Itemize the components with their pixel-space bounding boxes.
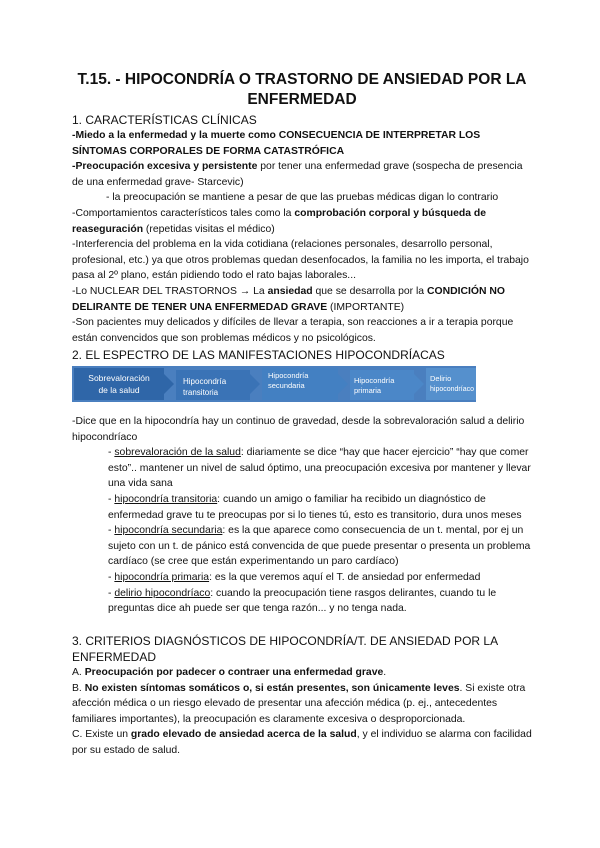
flow-step-5 xyxy=(426,368,476,400)
criterion-c: C. Existe un grado elevado de ansiedad acerca de la salud, y el individuo se alarma con facilidad por su estado de salud. xyxy=(72,729,532,756)
flow-step-4 xyxy=(350,370,414,400)
flow-step-2-line-1: Hipocondría xyxy=(183,377,227,386)
page-title: T.15. - HIPOCONDRÍA O TRASTORNO DE ANSIEDAD POR LA ENFERMEDAD xyxy=(77,71,527,108)
list-item: - delirio hipocondríaco: cuando la preocupación tiene rasgos delirantes, cuando tu le preguntas dice ah puede ser que tenga razón... y no tenga nada. xyxy=(108,587,497,615)
flow-step-5-line-1: Delirio xyxy=(430,374,452,383)
section-3-heading: 3. CRITERIOS DIAGNÓSTICOS DE HIPOCONDRÍA/T. DE ANSIEDAD POR LA ENFERMEDAD xyxy=(72,634,498,664)
spectrum-list xyxy=(72,445,532,617)
s1-line-persist: - la preocupación se mantiene a pesar de que las pruebas médicas digan lo contrario xyxy=(106,192,499,204)
s2-intro: -Dice que en la hipocondría hay un continuo de gravedad, desde la sobrevaloración salud a delirio hipocondríaco xyxy=(72,416,525,443)
section-clinical-features xyxy=(72,112,532,346)
s1-line-nuclear: -Lo NUCLEAR DEL TRASTORNOS → La ansiedad que se desarrolla por la CONDICIÓN NO DELIRANTE DE TENER UNA ENFERMEDAD GRAVE (IMPORTANTE) xyxy=(72,285,505,313)
list-item: - hipocondría secundaria: es la que aparece como consecuencia de un t. mental, por ej un sujeto con un t. de pánico está convencida de que puede presentar o presenta un problema cardíaco (se cree que están experimentando un paro cardíaco) xyxy=(108,525,531,568)
list-item: - hipocondría transitoria: cuando un amigo o familiar ha recibido un diagnóstico de enfermedad grave tu te preocupas por si lo tienes tú, esto es transitorio, dura unos meses xyxy=(108,493,522,521)
s1-line-fear: -Miedo a la enfermedad y la muerte como CONSECUENCIA DE INTERPRETAR LOS SÍNTOMAS CORPORALES DE FORMA CATASTRÓFICA xyxy=(72,130,481,157)
section-diagnostic-criteria xyxy=(72,633,532,759)
flow-step-2 xyxy=(176,370,250,400)
flow-step-4-line-2: primaria xyxy=(354,386,382,395)
s1-line-interference: -Interferencia del problema en la vida cotidiana (relaciones personales, desarrollo personal, profesional, etc.) ya que otros problemas quedan desenfocados, la familia no les importa, el trabajo pasa al 2º plano, están pidiendo todo el rato bajas laborales... xyxy=(72,239,529,282)
flow-step-5-line-2: hipocondríaco xyxy=(430,386,474,393)
spectrum-flow-diagram xyxy=(72,366,476,402)
criterion-a: A. Preocupación por padecer o contraer una enfermedad grave. xyxy=(72,667,387,678)
flow-step-1-line-2: de la salud xyxy=(98,385,140,395)
criterion-b: B. No existen síntomas somáticos o, si están presentes, son únicamente leves. Si existe otra afección médica o un riesgo elevado de presentar una afección médica (p. ej., antecedentes familiares importantes), la preocupación es claramente excesiva o desproporcionada. xyxy=(72,682,526,725)
flow-step-3 xyxy=(262,368,338,400)
s1-line-worry: -Preocupación excesiva y persistente por tener una enfermedad grave (sospecha de presencia de una enfermedad grave- Starcevic) xyxy=(72,161,523,188)
s1-line-patients: -Son pacientes muy delicados y difíciles de llevar a terapia, son reacciones a ir a terapia porque están convencidos que son problemas médicos y no psicológicos. xyxy=(72,317,514,344)
list-item: - sobrevaloración de la salud: diariamente se dice “hay que hacer ejercicio” “hay que comer esto”.. mantener un nivel de salud óptimo, una preocupación excesiva por mantener y llevar una vida sana xyxy=(108,447,531,490)
section-2-heading: 2. EL ESPECTRO DE LAS MANIFESTACIONES HIPOCONDRÍACAS xyxy=(72,348,445,362)
flow-step-2-line-2: transitoria xyxy=(183,388,219,397)
flow-step-1-line-1: Sobrevaloración xyxy=(88,373,150,383)
section-spectrum-body xyxy=(72,414,532,617)
flow-step-1 xyxy=(74,368,164,400)
list-item: - hipocondría primaria: es la que veremos aquí el T. de ansiedad por enfermedad xyxy=(108,571,481,583)
section-1-heading: 1. CARACTERÍSTICAS CLÍNICAS xyxy=(72,113,257,127)
flow-step-3-line-2: secundaria xyxy=(268,381,305,390)
s1-line-behaviours: -Comportamientos característicos tales como la comprobación corporal y búsqueda de reaseguración (repetidas visitas el médico) xyxy=(72,207,487,235)
flow-step-4-line-1: Hipocondría xyxy=(354,376,395,385)
flow-step-3-line-1: Hipocondría xyxy=(268,371,309,380)
